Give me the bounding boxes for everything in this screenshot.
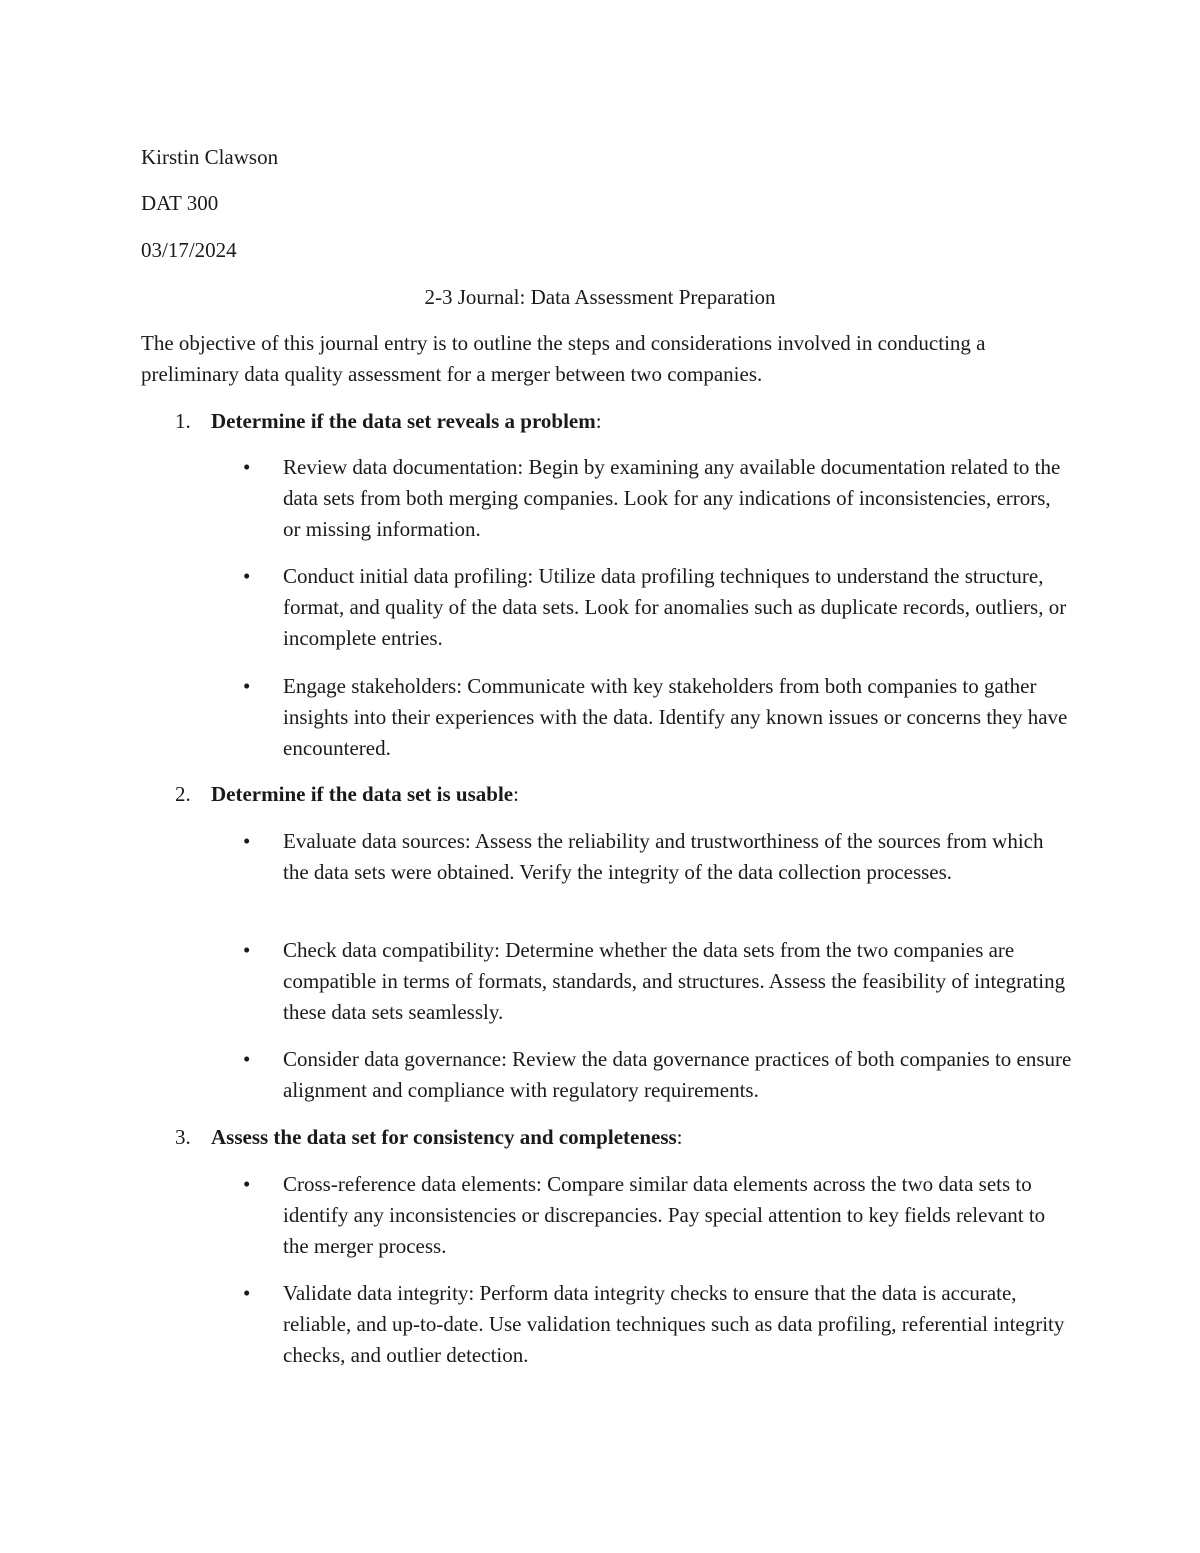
bullet-item: Validate data integrity: Perform data integrity checks to ensure that the data is accurate, reliable, and up-to-date. Use validation techniques such as data profiling, referential integrity checks, and outlier detection. [283, 1281, 1065, 1367]
bullet-icon: • [243, 1172, 251, 1196]
bullet-icon: • [243, 455, 251, 479]
bullet-icon: • [243, 1047, 251, 1071]
bullet-item: Cross-reference data elements: Compare similar data elements across the two data sets to identify any inconsistencies or discrepancies. Pay special attention to key fields relevant to the merger process. [283, 1172, 1046, 1258]
section-heading-2 [175, 779, 519, 809]
bullet-item: Conduct initial data profiling: Utilize data profiling techniques to understand the structure, format, and quality of the data sets. Look for anomalies such as duplicate records, outliers, or incomplete entries. [283, 564, 1067, 650]
bullet-icon: • [243, 829, 251, 853]
bullet-icon: • [243, 674, 251, 698]
bullet-item: Review data documentation: Begin by examining any available documentation related to the data sets from both merging companies. Look for any indications of inconsistencies, errors, or missing information. [283, 455, 1061, 541]
section-suffix: : [595, 409, 602, 433]
document-title: 2-3 Journal: Data Assessment Preparation [424, 285, 776, 309]
document-date: 03/17/2024 [141, 238, 237, 262]
section-title: Determine if the data set reveals a problem [211, 409, 596, 433]
section-heading-1 [175, 406, 602, 436]
section-suffix: : [676, 1125, 683, 1149]
bullet-item: Check data compatibility: Determine whether the data sets from the two companies are compatible in terms of formats, standards, and structures. Assess the feasibility of integrating these data sets seamlessly. [283, 938, 1066, 1024]
section-number: 3. [175, 1125, 191, 1149]
section-title: Determine if the data set is usable [211, 782, 514, 806]
section-heading-3 [175, 1122, 683, 1152]
bullet-item: Evaluate data sources: Assess the reliability and trustworthiness of the sources from which the data sets were obtained. Verify the integrity of the data collection processes. [283, 829, 1044, 884]
bullet-icon: • [243, 564, 251, 588]
course-code: DAT 300 [141, 191, 219, 215]
author-name: Kirstin Clawson [141, 145, 279, 169]
intro-paragraph: The objective of this journal entry is to outline the steps and considerations involved in conducting a preliminary data quality assessment for a merger between two companies. [141, 331, 986, 386]
bullet-icon: • [243, 938, 251, 962]
bullet-item: Engage stakeholders: Communicate with key stakeholders from both companies to gather insights into their experiences with the data. Identify any known issues or concerns they have encountered. [283, 674, 1068, 760]
section-title: Assess the data set for consistency and completeness [211, 1125, 677, 1149]
section-number: 2. [175, 782, 191, 806]
section-suffix: : [513, 782, 519, 806]
section-number: 1. [175, 409, 191, 433]
bullet-item: Consider data governance: Review the data governance practices of both companies to ensure alignment and compliance with regulatory requirements. [283, 1047, 1072, 1102]
bullet-icon: • [243, 1281, 251, 1305]
